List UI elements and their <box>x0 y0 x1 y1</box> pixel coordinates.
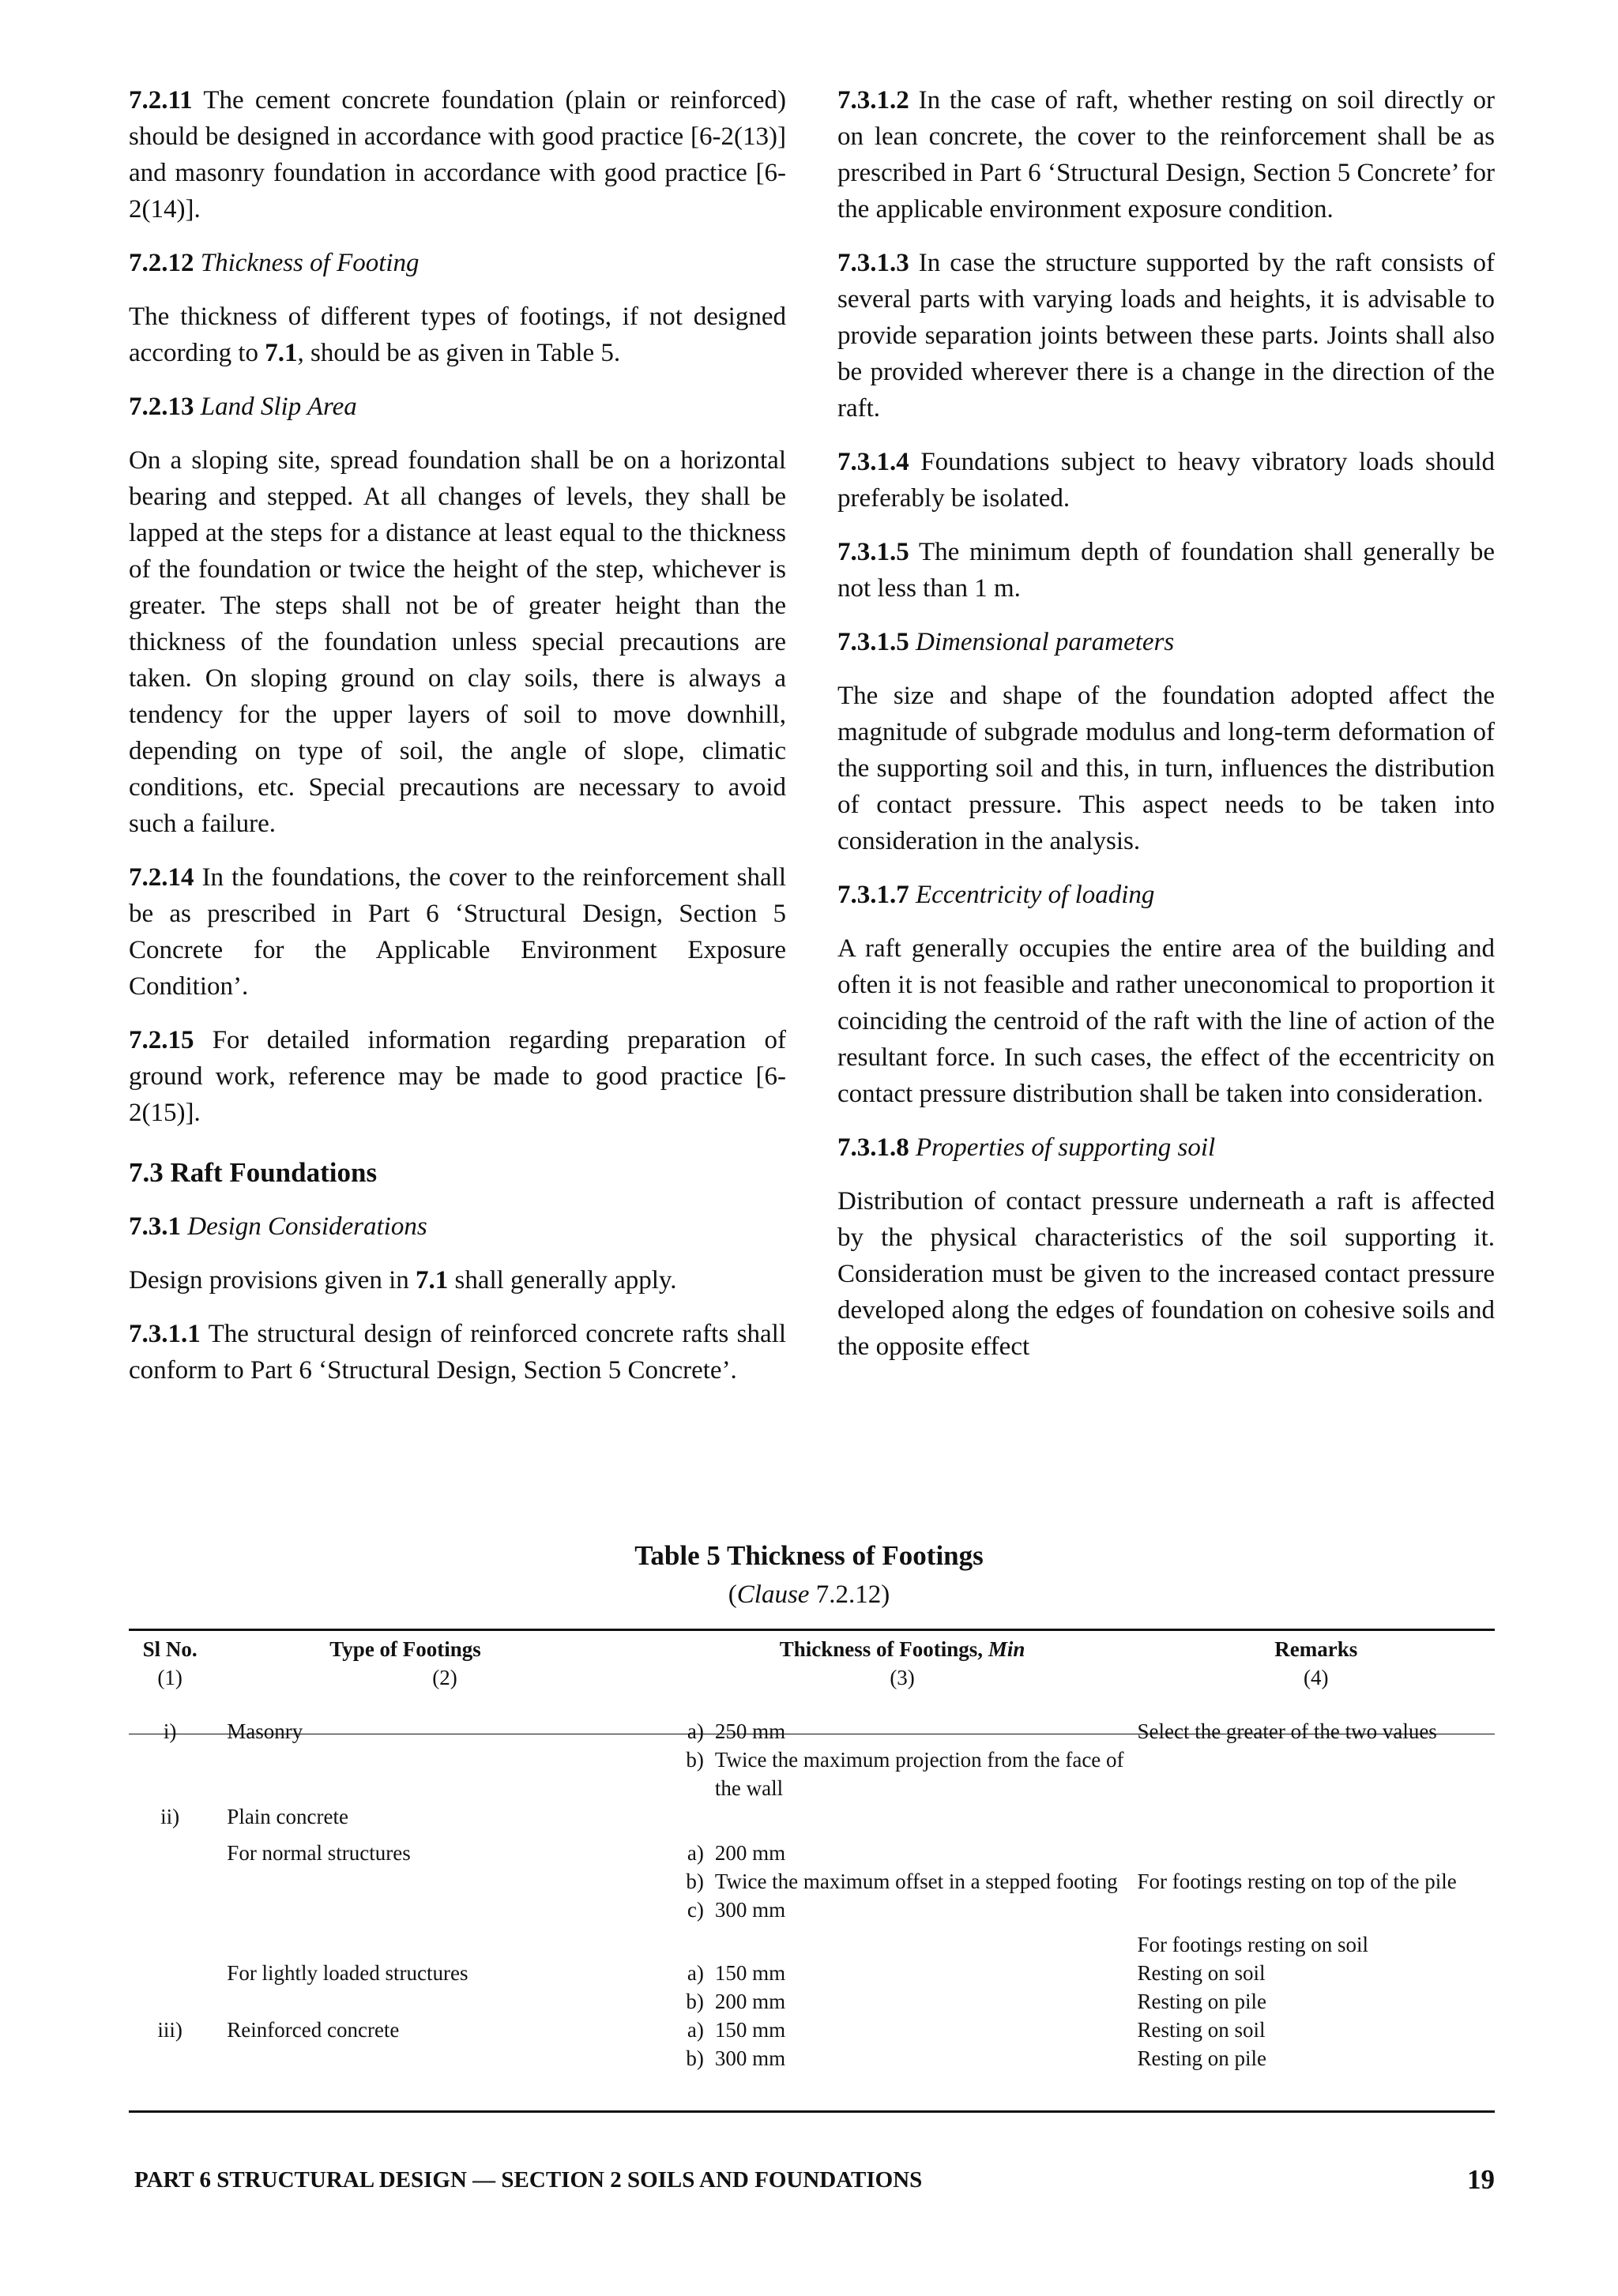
table-bottom-rule <box>129 2110 1495 2113</box>
col-number: (3) <box>890 1666 915 1689</box>
col-number: (2) <box>432 1666 457 1689</box>
table-cell-c3 <box>715 1802 1138 1839</box>
page-footer <box>134 2164 1495 2195</box>
clause-7-3-1-text: Design provisions given in 7.1 shall generally apply. <box>129 1266 677 1295</box>
table-cell-c2: For lightly loaded structures <box>227 1961 468 1985</box>
table-cell-c2 <box>211 1987 667 2016</box>
table-cell-c2 <box>211 1896 667 1924</box>
clause-7-2-11: 7.2.11 The cement concrete foundation (plain or reinforced) should be designed in accordance with good practice [6-2(13)] and masonry foundation in accordance with good practice [6-2(14)]. <box>129 86 786 224</box>
table-cell-c1 <box>129 1959 211 1987</box>
table-cell-c1: i) <box>163 1719 177 1743</box>
clause-7-3-1-4: 7.3.1.4 Foundations subject to heavy vibratory loads should preferably be isolated. <box>837 448 1495 513</box>
table-cell-c4: Resting on pile <box>1137 2046 1266 2070</box>
table-cell-c4: For footings resting on soil <box>1137 1933 1368 1956</box>
table-cell-c4: Resting on soil <box>1137 2018 1266 2042</box>
table-cell-c1 <box>129 1924 211 1959</box>
heading-7-2-13: 7.2.13 Land Slip Area <box>129 393 357 421</box>
page-number: 19 <box>1467 2164 1495 2195</box>
col-header-thickness: Thickness of Footings, Min <box>779 1637 1025 1661</box>
col-number: (4) <box>1303 1666 1329 1689</box>
clause-7-3-1-3: 7.3.1.3 In case the structure supported by the raft consists of several parts with varying loads and heights, it is advisable to provide separation joints between these parts. Joints shall also be provided wherever there is a change in the direction of the raft. <box>837 249 1495 423</box>
table-clause: (Clause 7.2.12) <box>728 1580 890 1609</box>
clause-7-2-13-text: On a sloping site, spread foundation shall be on a horizontal bearing and stepped. At all changes of levels, they shall be lapped at the steps for a distance at least equal to the thickness of the foundation or twice the height of the step, whichever is greater. The steps shall not be of greater height than the thickness of the foundation unless special precautions are taken. On sloping ground on clay soils, there is always a tendency for the upper layers of soil to move downhill, depending on type of soil, the angle of slope, climatic conditions, etc. Special precautions are necessary to avoid such a failure. <box>129 446 786 838</box>
table-row <box>129 1839 1495 1867</box>
table-cell-c3: 250 mm <box>714 1719 786 1743</box>
heading-7-3-1-8: 7.3.1.8 Properties of supporting soil <box>837 1133 1216 1162</box>
table-cell-c3 <box>715 1924 1138 1959</box>
table-caption <box>0 1536 1618 1614</box>
table-cell-l: b) <box>686 1748 704 1772</box>
clause-7-3-1-8-text: Distribution of contact pressure underneath a raft is affected by the physical characteristics of the soil supporting it. Consideration must be given to the increased contact pressure developed along the edges of foundation on cohesive soils and the opposite effect <box>837 1187 1495 1361</box>
table-body <box>129 1717 1495 2072</box>
heading-dimensional-parameters: 7.3.1.5 Dimensional parameters <box>837 628 1175 656</box>
heading-7-2-12: 7.2.12 Thickness of Footing <box>129 249 420 277</box>
clause-7-3-1-7-text: A raft generally occupies the entire area of the building and often it is not feasible and rather uneconomical to proportion it coinciding the centroid of the raft with the line of action of the resultant force. In such cases, the effect of the eccentricity on contact pressure distribution shall be taken into consideration. <box>837 934 1495 1108</box>
table-row <box>129 1896 1495 1924</box>
table-cell-c3: Twice the maximum projection from the face of the wall <box>714 1748 1124 1800</box>
table-cell-c1 <box>129 2044 211 2072</box>
table-cell-c1 <box>129 1987 211 2016</box>
col-header-remarks: Remarks <box>1274 1637 1358 1661</box>
table-row <box>129 2044 1495 2072</box>
table-cell-c1: ii) <box>160 1805 180 1828</box>
table-cell-c4 <box>1137 1839 1495 1867</box>
table-cell-c1 <box>129 1745 211 1802</box>
heading-7-3-1: 7.3.1 Design Considerations <box>129 1212 427 1241</box>
table-cell-l <box>668 1802 715 1839</box>
table-cell-c2 <box>211 1924 667 1959</box>
table-row <box>129 1987 1495 2016</box>
table-cell-c3: 300 mm <box>714 1898 786 1922</box>
table-cell-l: b) <box>686 2046 704 2070</box>
table-cell-c3: 150 mm <box>714 1961 786 1985</box>
footer-title: PART 6 STRUCTURAL DESIGN — SECTION 2 SOILS AND FOUNDATIONS <box>134 2167 923 2193</box>
table-row <box>129 1717 1495 1745</box>
right-column <box>837 82 1495 1382</box>
table-cell-c3: 200 mm <box>714 1841 786 1865</box>
section-title-raft-foundations: 7.3 Raft Foundations <box>129 1157 378 1188</box>
table-cell-c4 <box>1137 1745 1495 1802</box>
thickness-of-footings-table <box>129 1635 1495 2072</box>
clause-7-3-1-5: 7.3.1.5 The minimum depth of foundation shall generally be not less than 1 m. <box>837 538 1495 603</box>
table-cell-l: b) <box>686 1869 704 1893</box>
table-cell-l: a) <box>687 2018 704 2042</box>
table-cell-c3: Twice the maximum offset in a stepped footing <box>714 1869 1118 1893</box>
table-cell-c4 <box>1137 1802 1495 1839</box>
table-row <box>129 1959 1495 1987</box>
col-header-type: Type of Footings <box>329 1637 481 1661</box>
table-cell-c4: For footings resting on top of the pile <box>1137 1869 1457 1893</box>
table-cell-l: a) <box>687 1961 704 1985</box>
table-cell-l: a) <box>687 1719 704 1743</box>
table-cell-c3: 150 mm <box>714 2018 786 2042</box>
table-cell-c4: Select the greater of the two values <box>1137 1719 1437 1743</box>
table-cell-c2: Plain concrete <box>227 1805 348 1828</box>
table-cell-c1 <box>129 1867 211 1896</box>
table-cell-c3: 300 mm <box>714 2046 786 2070</box>
table-cell-c4: Resting on soil <box>1137 1961 1266 1985</box>
table-cell-c2 <box>211 2044 667 2072</box>
table-top-rule <box>129 1629 1495 1631</box>
col-number: (1) <box>157 1666 182 1689</box>
table-cell-l: b) <box>686 1990 704 2013</box>
table-cell-c1 <box>129 1896 211 1924</box>
clause-7-3-1-1: 7.3.1.1 The structural design of reinforced concrete rafts shall conform to Part 6 ‘Structural Design, Section 5 Concrete’. <box>129 1320 786 1385</box>
table-cell-c2: For normal structures <box>227 1841 411 1865</box>
table-cell-c1 <box>129 1839 211 1867</box>
table-cell-c2 <box>211 1745 667 1802</box>
table-cell-l: c) <box>687 1898 704 1922</box>
table-row <box>129 1802 1495 1839</box>
table-cell-c2: Masonry <box>227 1719 303 1743</box>
clause-7-2-12-text: The thickness of different types of footings, if not designed according to 7.1, should be as given in Table 5. <box>129 303 786 367</box>
clause-7-2-15: 7.2.15 For detailed information regarding preparation of ground work, reference may be made to good practice [6-2(15)]. <box>129 1026 786 1127</box>
table-row <box>129 1745 1495 1802</box>
left-column <box>129 82 786 1406</box>
table-cell-c1: iii) <box>157 2018 182 2042</box>
table-cell-c4 <box>1137 1896 1495 1924</box>
col-header-sl-no: Sl No. <box>142 1637 198 1661</box>
table-cell-c2: Reinforced concrete <box>227 2018 400 2042</box>
table-cell-l <box>668 1924 715 1959</box>
table-cell-l: a) <box>687 1841 704 1865</box>
table-row <box>129 2016 1495 2044</box>
table-cell-c4: Resting on pile <box>1137 1990 1266 2013</box>
table-row <box>129 1924 1495 1959</box>
clause-7-2-14: 7.2.14 In the foundations, the cover to the reinforcement shall be as prescribed in Part 6 ‘Structural Design, Section 5 Concrete for the Applicable Environment Exposure Condition’. <box>129 863 786 1001</box>
table-row <box>129 1867 1495 1896</box>
table-title: Table 5 Thickness of Footings <box>634 1540 984 1571</box>
clause-7-3-1-2: 7.3.1.2 In the case of raft, whether resting on soil directly or on lean concrete, the cover to the reinforcement shall be as prescribed in Part 6 ‘Structural Design, Section 5 Concrete’ for the applicable environment exposure condition. <box>837 86 1495 224</box>
table-cell-c3: 200 mm <box>714 1990 786 2013</box>
table-cell-c2 <box>211 1867 667 1896</box>
dimensional-parameters-text: The size and shape of the foundation adopted affect the magnitude of subgrade modulus and long-term deformation of the supporting soil and this, in turn, influences the distribution of contact pressure. This aspect needs to be taken into consideration in the analysis. <box>837 682 1495 855</box>
heading-7-3-1-7: 7.3.1.7 Eccentricity of loading <box>837 881 1155 909</box>
